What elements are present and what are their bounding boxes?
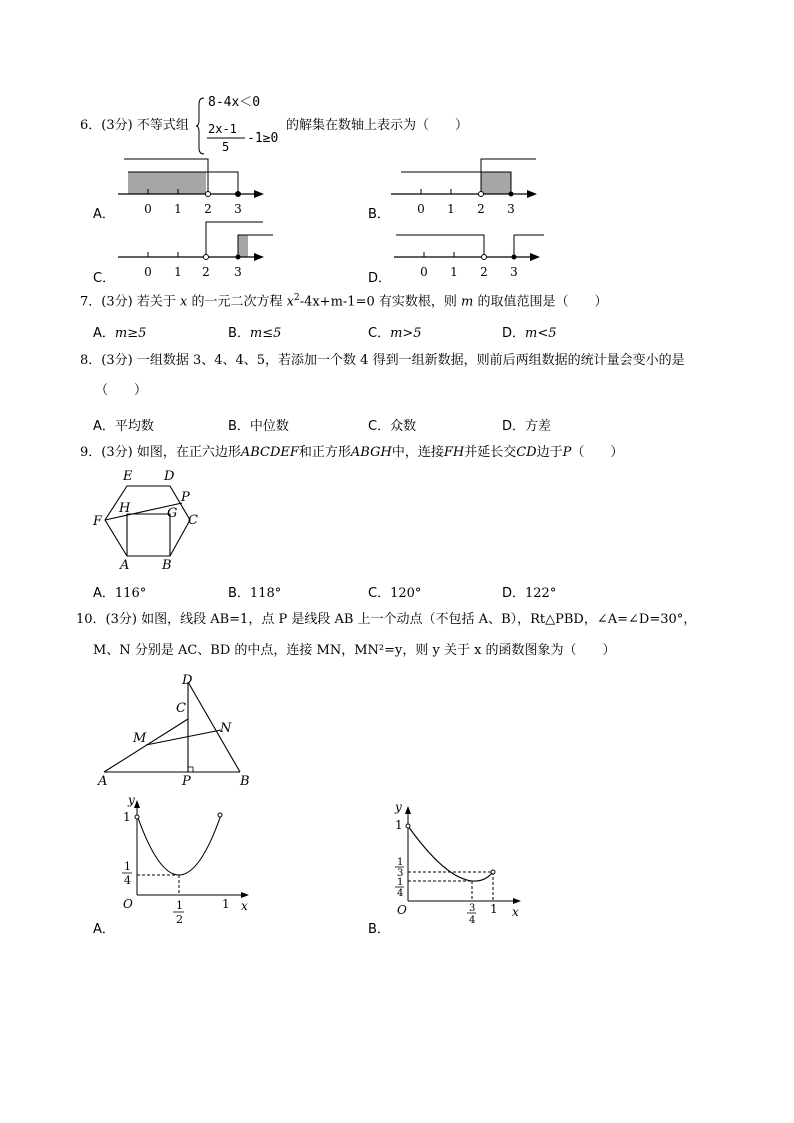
q6-number-line-d[interactable] <box>394 218 544 283</box>
q10-stem-line1: 10．(3分) 如图，线段 AB=1，点 P 是线段 AB 上一个动点（不包括 A、B），Rt△PBD，∠A=∠D=30°， <box>76 612 697 627</box>
q10-option-b-label[interactable]: B． <box>368 922 390 937</box>
svg-text:3: 3 <box>510 265 518 279</box>
q6-option-a-label[interactable]: A． <box>93 207 115 222</box>
svg-text:G: G <box>167 506 178 521</box>
q8-option-c[interactable]: C．众数 <box>368 419 417 434</box>
svg-text:A: A <box>98 774 108 789</box>
q10-stem-line2: M、N 分别是 AC、BD 的中点，连接 MN，MN²=y，则 y 关于 x 的函数图象为（ ） <box>93 643 616 658</box>
svg-text:4: 4 <box>124 874 131 887</box>
svg-text:1: 1 <box>174 265 182 279</box>
svg-text:F: F <box>93 514 103 529</box>
q9-option-b[interactable]: B．118° <box>228 586 282 601</box>
q6-ineq2-rest: -1≥0 <box>247 131 279 146</box>
q9-hexagon-figure <box>90 468 210 578</box>
svg-text:3: 3 <box>469 903 476 914</box>
q10-option-a-label[interactable]: A． <box>93 922 115 937</box>
q6-number-line-a[interactable] <box>118 155 268 220</box>
svg-text:1: 1 <box>176 899 183 912</box>
q6-ineq2-num: 2x-1 <box>208 122 237 136</box>
svg-text:3: 3 <box>397 868 404 879</box>
q6-ineq2-den: 5 <box>222 140 230 154</box>
svg-text:P: P <box>182 774 191 789</box>
svg-text:x: x <box>241 899 248 913</box>
svg-text:1: 1 <box>397 857 404 868</box>
q8-stem-line1: 8．(3分) 一组数据 3、4、4、5，若添加一个数 4 得到一组新数据，则前后两组数据的统计量会变小的是 <box>80 353 685 368</box>
q7-option-d[interactable]: D．m<5 <box>502 326 557 341</box>
svg-text:1: 1 <box>395 818 403 832</box>
svg-text:1: 1 <box>123 810 131 824</box>
svg-text:C: C <box>188 513 198 528</box>
svg-text:C: C <box>176 701 186 716</box>
svg-text:4: 4 <box>469 915 476 926</box>
tick-3: 3 <box>234 202 242 216</box>
q8-option-d[interactable]: D．方差 <box>502 419 552 434</box>
svg-text:1: 1 <box>450 265 458 279</box>
svg-text:2: 2 <box>202 265 210 279</box>
svg-text:B: B <box>162 558 172 573</box>
q6-number-line-b[interactable] <box>391 155 541 220</box>
q7-option-a[interactable]: A．m≥5 <box>93 326 147 341</box>
svg-text:D: D <box>182 673 193 688</box>
svg-text:D: D <box>164 469 175 484</box>
svg-text:y: y <box>128 793 135 807</box>
svg-text:P: P <box>181 490 190 505</box>
svg-text:1: 1 <box>490 902 498 916</box>
q6-tail: 的解集在数轴上表示为（ ） <box>286 118 469 133</box>
q9-option-c[interactable]: C．120° <box>368 586 422 601</box>
svg-text:3: 3 <box>507 202 515 216</box>
svg-text:H: H <box>119 501 131 516</box>
svg-text:M: M <box>133 731 147 746</box>
q9-stem: 9．(3分) 如图，在正六边形ABCDEF和正方形ABGH中，连接FH并延长交CD边于P（ ） <box>80 445 624 460</box>
svg-text:0: 0 <box>144 265 152 279</box>
tick-0: 0 <box>144 202 152 216</box>
q8-stem-line2: （ ） <box>95 383 148 398</box>
svg-text:2: 2 <box>176 913 183 926</box>
svg-text:1: 1 <box>222 897 230 911</box>
svg-text:E: E <box>123 469 133 484</box>
q6-ineq1: 8-4x＜0 <box>208 95 261 110</box>
svg-text:2: 2 <box>480 265 488 279</box>
q10-triangle-figure <box>96 672 256 792</box>
svg-text:y: y <box>395 800 402 814</box>
svg-text:1: 1 <box>124 860 131 873</box>
q6-lead: 6．(3分) 不等式组 <box>80 118 189 133</box>
q8-option-a[interactable]: A．平均数 <box>93 419 154 434</box>
svg-text:4: 4 <box>397 888 404 899</box>
q9-option-a[interactable]: A．116° <box>93 586 147 601</box>
svg-text:x: x <box>512 905 519 919</box>
tick-1: 1 <box>174 202 182 216</box>
svg-text:O: O <box>123 897 133 911</box>
svg-text:O: O <box>397 903 407 917</box>
svg-text:N: N <box>220 721 232 736</box>
q6-option-c-label[interactable]: C． <box>93 271 116 286</box>
svg-text:A: A <box>120 558 130 573</box>
svg-text:2: 2 <box>477 202 485 216</box>
q6-option-b-label[interactable]: B． <box>368 207 390 222</box>
q10-graph-b[interactable] <box>385 798 545 933</box>
tick-2: 2 <box>204 202 212 216</box>
q7-option-b[interactable]: B．m≤5 <box>228 326 282 341</box>
q7-option-c[interactable]: C．m>5 <box>368 326 422 341</box>
q6-brace <box>196 96 206 156</box>
svg-text:1: 1 <box>397 877 404 888</box>
svg-text:0: 0 <box>420 265 428 279</box>
q7-stem: 7．(3分) 若关于 x 的一元二次方程 $x^2-4x+m-1=0$ 有实数根，则 m 的取值范围是（ ） <box>80 293 608 310</box>
svg-text:3: 3 <box>234 265 242 279</box>
q6-option-d-label[interactable]: D． <box>368 271 392 286</box>
q6-number-line-c[interactable] <box>118 218 268 283</box>
q8-option-b[interactable]: B．中位数 <box>228 419 289 434</box>
q10-graph-a[interactable] <box>105 790 265 930</box>
svg-text:0: 0 <box>417 202 425 216</box>
q9-option-d[interactable]: D．122° <box>502 586 557 601</box>
svg-text:B: B <box>240 774 250 789</box>
svg-text:1: 1 <box>447 202 455 216</box>
